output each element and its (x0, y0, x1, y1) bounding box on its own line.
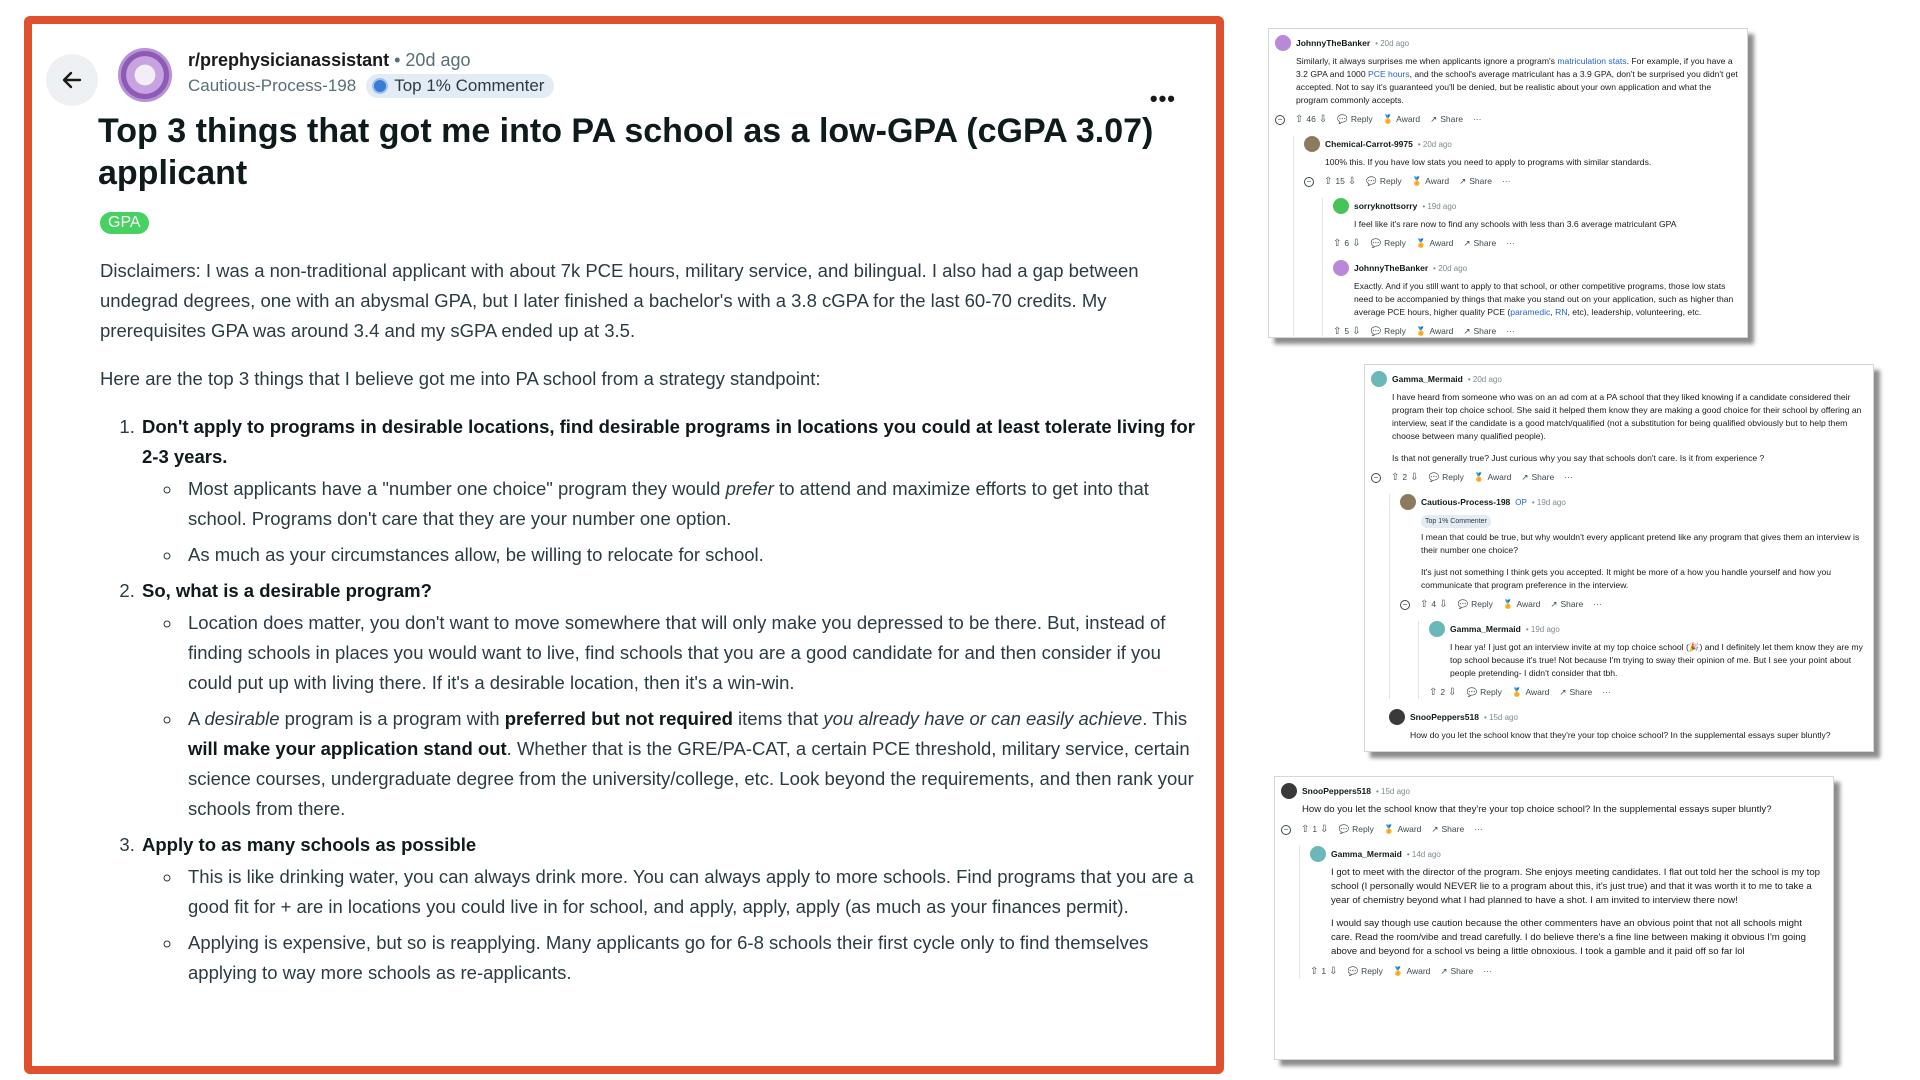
post-body (100, 256, 1210, 994)
tip-3-heading: Apply to as many schools as possible (142, 834, 477, 855)
comment-author[interactable]: Chemical-Carrot-9975 (1325, 138, 1413, 149)
upvote-icon[interactable]: ⇧ (1333, 238, 1342, 249)
tip-3 (140, 830, 1210, 988)
comment-text: I have heard from someone who was on an ad com at a PA school that they liked knowing if a candidate considered their program their top choice school. She said it helped them know they are making a good choice for their school by offering an interview, seat if the candidate is a good match/qualified (not a substitution for being qualified obviously but to help them choose between many qualified people). Is that not generally true? Just curious why you say that schools don't care. Is it from experience ? (1392, 392, 1862, 463)
reply-thread: Gamma_Mermaid • 19d ago I hear ya! I just got an interview invite at my top choice school (🎉) and I definitely let them know they are my top school because it's true! Not because I'm trying to sway their opinion of me. But I see your point about people pretending- I didn't consider that tbh. ⇧ 2 ⇩ 💬 Reply 🏅 Award ↗ Share ··· (1418, 621, 1865, 699)
collapse-icon[interactable]: − (1400, 600, 1410, 610)
collapse-icon[interactable]: − (1275, 115, 1285, 125)
share-button[interactable]: ↗ Share (1463, 326, 1497, 336)
tip-1 (140, 412, 1210, 570)
reply-thread: sorryknottsorry • 19d ago I feel like it's rare now to find any schools with less than 3.6 average matriculant GPA ⇧ 6 ⇩ 💬 Reply 🏅 Award ↗ Share ··· JohnnyTheBanker • 20d ago Exactly. And if you still want to apply to that school, or other competitive programs, those low stats need to be accompanied by things that make you stand out on your application, such as higher than average PCE hours, higher quality PCE (paramedic, RN, etc), leadership, volunteering, etc. ⇧ 5 ⇩ 💬 Reply 🏅 Award ↗ Share ··· (1322, 198, 1739, 338)
share-button[interactable]: ↗ Share (1431, 824, 1465, 834)
more-options-button[interactable]: ··· (1506, 238, 1515, 248)
downvote-icon[interactable]: ⇩ (1347, 176, 1357, 187)
comment-actions: − ⇧ 46 ⇩ 💬 Reply 🏅 Award ↗ Share ··· (1275, 113, 1739, 126)
comment-actions: ⇧ 1 ⇩ 💬 Reply 🏅 Award ↗ Share ··· (1310, 966, 1492, 977)
avatar[interactable] (1371, 371, 1387, 387)
comment-author[interactable]: Cautious-Process-198 (1421, 496, 1511, 507)
share-button[interactable]: ↗ Share (1430, 114, 1463, 124)
avatar[interactable] (1310, 846, 1326, 862)
more-options-button[interactable]: ··· (1506, 326, 1515, 336)
disclaimer-paragraph: Disclaimers: I was a non-traditional applicant with about 7k PCE hours, military service, and bilingual. I also had a gap between undegrad degrees, one with an abysmal GPA, but I later finished a bachelor's with a 3.8 cGPA for the last 60-70 credits. My prerequisites GPA was around 3.4 and my sGPA ended up at 3.5. (100, 260, 1139, 341)
share-button[interactable]: ↗ Share (1463, 238, 1497, 248)
comment-author[interactable]: Gamma_Mermaid (1392, 373, 1463, 384)
op-badge: OP (1515, 497, 1527, 507)
downvote-icon[interactable]: ⇩ (1320, 824, 1329, 835)
tip-3-point-1: ◦ This is like drinking water, you can always drink more. You can always apply to more schools. Find programs that you are a good fit for + are in locations you could live in for school, and apply, apply, apply (as much as your finances permit). (182, 862, 1210, 922)
tips-list (140, 412, 1210, 988)
tip-2-heading: So, what is a desirable program? (142, 580, 432, 601)
comment-text: I got to meet with the director of the program. She enjoys meeting candidates. I flat out told her the school is my top school (I personally would NEVER lie to a program about this, it's just true) and that it was worth it to me to take a year of chemistry beyond what I had planned to have a shot. I am invited to interview there now! I would say though use caution because the other commenters have an obvious point that not all schools might care. Read the room/vibe and tread carefully. I do believe there's a fine line between making it obvious I'm going above and beyond for a school vs being a little obnoxious. I took a gamble and it paid off so far lol (1331, 867, 1821, 957)
comment-author[interactable]: SnooPeppers518 (1410, 711, 1479, 722)
paramedic-link[interactable]: paramedic (1510, 307, 1551, 317)
avatar[interactable] (1304, 136, 1320, 152)
comment-panel-1 (1268, 28, 1748, 338)
award-button[interactable]: 🏅 Award (1502, 599, 1541, 609)
comment-author[interactable]: sorryknottsorry (1354, 200, 1418, 211)
avatar[interactable] (1333, 198, 1349, 214)
downvote-icon[interactable]: ⇩ (1448, 687, 1457, 698)
award-button[interactable]: 🏅 Award (1382, 114, 1421, 124)
comment-text: How do you let the school know that they're your top choice school? In the supplemental essays super bluntly? (1410, 730, 1831, 740)
subreddit-avatar[interactable] (118, 48, 172, 102)
reply-button[interactable]: 💬 Reply (1370, 238, 1406, 248)
comment-author[interactable]: Gamma_Mermaid (1331, 848, 1402, 859)
comment: JohnnyTheBanker • 20d ago Similarly, it always surprises me when applicants ignore a program's matriculation stats. For example, if you have a 3.2 GPA and 1000 PCE hours, and the school's average matriculant has a 3.9 GPA, don't be surprised you didn't get accepted. Not to say it's guaranteed you'll be denied, but be realistic about your own application and what the program commonly accepts. − ⇧ 46 ⇩ 💬 Reply 🏅 Award ↗ Share ··· (1275, 35, 1739, 126)
comment-text: Similarly, it always surprises me when applicants ignore a program's matriculation stats. For example, if you have a 3.2 GPA and 1000 PCE hours, and the school's average matriculant has a 3.9 GPA, don't be surprised you didn't get accepted. Not to say it's guaranteed you'll be denied, but be realistic about your own application and what the program commonly accepts. (1296, 56, 1738, 105)
comment-text: I hear ya! I just got an interview invite at my top choice school (🎉) and I definitely let them know they are my top school because it's true! Not because I'm trying to sway their opinion of me. But I see your point about people pretending- I didn't consider that tbh. (1450, 642, 1863, 678)
reply-button[interactable]: 💬 Reply (1366, 176, 1402, 186)
tip-3-point-2: ◦ Applying is expensive, but so is reapplying. Many applicants go for 6-8 schools their first cycle only to find themselves applying to way more schools as re-applicants. (182, 928, 1210, 988)
reply-button[interactable]: 💬 Reply (1337, 114, 1373, 124)
tip-2-point-1: ◦ Location does matter, you don't want to move somewhere that will only make you depressed to be there. But, instead of finding schools in places you would want to live, find schools that you are a good candidate for and then consider if you could put up with living there. If it's a desirable location, then it's a win-win. (182, 608, 1210, 698)
collapse-icon[interactable]: − (1281, 825, 1291, 835)
matriculation-stats-link[interactable]: matriculation stats (1557, 56, 1627, 66)
more-options-button[interactable]: ··· (1501, 176, 1511, 186)
tip-2 (140, 576, 1210, 824)
reply-button[interactable]: 💬 Reply (1466, 687, 1502, 697)
comment-actions: − ⇧ 2 ⇩ 💬 Reply 🏅 Award ↗ Share ··· (1371, 471, 1865, 484)
tip-2-point-2: ◦ A desirable program is a program with preferred but not required items that you already have or can easily achieve. This will make your application stand out. Whether that is the GRE/PA-CAT, a certain PCE threshold, military service, certain science courses, undergraduate degree from the university/college, etc. Look beyond the requirements, and then rank your schools from there. (182, 704, 1210, 824)
upvote-icon[interactable]: ⇧ (1301, 824, 1310, 835)
share-button[interactable]: ↗ Share (1550, 599, 1584, 609)
avatar[interactable] (1389, 709, 1405, 725)
downvote-icon[interactable]: ⇩ (1352, 238, 1361, 249)
comment-author[interactable]: Gamma_Mermaid (1450, 623, 1521, 634)
arrow-left-icon (60, 68, 84, 92)
post-author[interactable]: Cautious-Process-198 (188, 76, 357, 95)
upvote-icon[interactable]: ⇧ (1391, 472, 1400, 483)
share-button[interactable]: ↗ Share (1440, 966, 1474, 976)
upvote-icon[interactable]: ⇧ (1333, 326, 1342, 337)
comment-author[interactable]: JohnnyTheBanker (1354, 262, 1429, 273)
comment-actions: − ⇧ 15 ⇩ 💬 Reply 🏅 Award ↗ Share ··· (1304, 175, 1739, 188)
comment-actions: ⇧ 6 ⇩ 💬 Reply 🏅 Award ↗ Share ··· (1333, 238, 1515, 249)
post-header (188, 48, 1186, 111)
post-card (24, 16, 1224, 1074)
reply-thread: Gamma_Mermaid • 14d ago I got to meet with the director of the program. She enjoys meeting candidates. I flat out told her the school is my top school (I personally would NEVER lie to a program about this, it's just true) and that it was worth it to me to take a year of chemistry beyond what I had planned to have a shot. I am invited to interview there now! I would say though use caution because the other commenters have an obvious point that not all schools might care. Read the room/vibe and tread carefully. I do believe there's a fine line between making it obvious I'm going above and beyond for a school vs being a little obnoxious. I took a gamble and it paid off so far lol ⇧ 1 ⇩ 💬 Reply 🏅 Award ↗ Share ··· (1299, 846, 1823, 978)
badge-label: Top 1% Commenter (394, 76, 545, 95)
upvote-icon[interactable]: ⇧ (1324, 176, 1333, 187)
award-button[interactable]: 🏅 Award (1415, 238, 1454, 248)
comment-actions: − ⇧ 4 ⇩ 💬 Reply 🏅 Award ↗ Share ··· (1400, 598, 1865, 611)
reply-thread: Chemical-Carrot-9975 • 20d ago 100% this. If you have low stats you need to apply to programs with similar standards. − ⇧ 15 ⇩ 💬 Reply 🏅 Award ↗ Share ··· sorryknottsorry • 19d ago I feel like it's rare now to find any schools with less than 3.6 average matriculant GPA ⇧ 6 ⇩ 💬 Reply 🏅 Award ↗ Share ··· JohnnyTheBanker • 20d ago Exactly. And if you still want to apply to that school, or other competitive programs, those low stats need to be accompanied by things that make you stand out on your application, such as higher than average PCE hours, higher quality PCE (paramedic, RN, etc), leadership, volunteering, etc. ⇧ 5 ⇩ 💬 Reply 🏅 Award ↗ Share ··· (1293, 136, 1739, 338)
post-age: 20d ago (405, 50, 471, 70)
comment-author[interactable]: SnooPeppers518 (1302, 785, 1371, 796)
dot-separator: • (394, 50, 406, 70)
comment-text: How do you let the school know that they're your top choice school? In the supplemental essays super bluntly? (1302, 804, 1772, 815)
top-commenter-badge (366, 74, 554, 98)
share-button[interactable]: ↗ Share (1521, 472, 1555, 482)
award-button[interactable]: 🏅 Award (1411, 176, 1450, 186)
downvote-icon[interactable]: ⇩ (1439, 599, 1448, 610)
award-button[interactable]: 🏅 Award (1383, 824, 1422, 834)
upvote-icon[interactable]: ⇧ (1310, 966, 1319, 977)
reply-button[interactable]: 💬 Reply (1347, 966, 1383, 976)
comment-panel-2: Gamma_Mermaid • 20d ago I have heard from someone who was on an ad com at a PA school that they liked knowing if a candidate considered their program their top choice school. She said it helped them know they are making a good choice for their school by offering an interview, seat if the candidate is a good match/qualified (not a substitution for being qualified obviously but to help them choose between many qualified people). Is that not generally true? Just curious why you say that schools don't care. Is it from experience ? − ⇧ 2 ⇩ 💬 Reply 🏅 Award ↗ Share ··· Cautious-Process-198 OP • 19d ago Top 1% Commenter I mean that could be true, but why wouldn't every applicant pretend like any program that gives them an interview is their number one choice? It's just not something I think gets you accepted. It might be more of a how you handle yourself and how you communicate that program preference in the interview. − ⇧ 4 ⇩ 💬 Reply 🏅 Award ↗ Share ··· Gamma_Mermaid • 19d ago I hear ya! I just got an interview invite at my top choice school (🎉) and I definitely let them know they are my top school because it's true! Not because I'm trying to sway their opinion of me. But I see your point about people pretending- I didn't consider that tbh. ⇧ 2 ⇩ 💬 Reply 🏅 Award ↗ Share ··· SnooPeppers518 • 15d ago How do you let the school know that they're your top choice school? In the supplemental essays super bluntly? (1364, 364, 1874, 752)
intro-paragraph: Here are the top 3 things that I believe got me into PA school from a strategy standpoint: (100, 368, 821, 389)
award-button[interactable]: 🏅 Award (1511, 687, 1550, 697)
upvote-icon[interactable]: ⇧ (1420, 599, 1429, 610)
back-button[interactable] (46, 54, 98, 106)
comment-text: I feel like it's rare now to find any schools with less than 3.6 average matriculant GPA (1354, 219, 1677, 229)
reply-button[interactable]: 💬 Reply (1457, 599, 1493, 609)
collapse-icon[interactable]: − (1371, 473, 1381, 483)
reply-thread: Cautious-Process-198 OP • 19d ago Top 1% Commenter I mean that could be true, but why wouldn't every applicant pretend like any program that gives them an interview is their number one choice? It's just not something I think gets you accepted. It might be more of a how you handle yourself and how you communicate that program preference in the interview. − ⇧ 4 ⇩ 💬 Reply 🏅 Award ↗ Share ··· Gamma_Mermaid • 19d ago I hear ya! I just got an interview invite at my top choice school (🎉) and I definitely let them know they are my top school because it's true! Not because I'm trying to sway their opinion of me. But I see your point about people pretending- I didn't consider that tbh. ⇧ 2 ⇩ 💬 Reply 🏅 Award ↗ Share ··· (1389, 494, 1865, 699)
avatar[interactable] (1400, 494, 1416, 510)
comment-text: I mean that could be true, but why wouldn't every applicant pretend like any program that gives them an interview is their number one choice? It's just not something I think gets you accepted. It might be more of a how you handle yourself and how you communicate that program preference in the interview. (1421, 532, 1860, 590)
award-button[interactable]: 🏅 Award (1415, 326, 1454, 336)
reply-button[interactable]: 💬 Reply (1370, 326, 1406, 336)
downvote-icon[interactable]: ⇩ (1352, 326, 1361, 337)
more-options-button[interactable]: ··· (1564, 472, 1573, 482)
upvote-icon[interactable]: ⇧ (1295, 114, 1304, 125)
comment-actions: ⇧ 2 ⇩ 💬 Reply 🏅 Award ↗ Share ··· (1429, 687, 1611, 698)
pce-hours-link[interactable]: PCE hours (1368, 69, 1410, 79)
reply-button[interactable]: 💬 Reply (1338, 824, 1374, 834)
avatar[interactable] (1333, 260, 1349, 276)
downvote-icon[interactable]: ⇩ (1329, 966, 1338, 977)
avatar[interactable] (1281, 783, 1297, 799)
tip-1-heading: Don't apply to programs in desirable locations, find desirable programs in locations you could at least tolerate living for 2-3 years. (142, 416, 1195, 467)
award-button[interactable]: 🏅 Award (1473, 472, 1512, 482)
share-button[interactable]: ↗ Share (1559, 687, 1593, 697)
avatar[interactable] (1429, 621, 1445, 637)
tip-1-point-1: ◦ Most applicants have a "number one choice" program they would prefer to attend and maximize efforts to get into that school. Programs don't care that they are your number one option. (182, 474, 1210, 534)
more-options-button[interactable]: ··· (1593, 599, 1602, 609)
top-commenter-badge: Top 1% Commenter (1421, 515, 1491, 528)
comment-actions: − ⇧ 1 ⇩ 💬 Reply 🏅 Award ↗ Share ··· (1281, 823, 1823, 836)
more-options-button[interactable]: ••• (1149, 86, 1176, 111)
reply-button[interactable]: 💬 Reply (1428, 472, 1464, 482)
comment-author[interactable]: JohnnyTheBanker (1296, 37, 1371, 48)
post-title: Top 3 things that got me into PA school as a low-GPA (cGPA 3.07) applicant (98, 112, 1154, 192)
downvote-icon[interactable]: ⇩ (1318, 114, 1328, 125)
medal-icon (372, 78, 388, 94)
more-options-button[interactable]: ··· (1602, 687, 1611, 697)
post-flair[interactable]: GPA (100, 212, 149, 234)
comment-panel-3: SnooPeppers518 • 15d ago How do you let the school know that they're your top choice school? In the supplemental essays super bluntly? − ⇧ 1 ⇩ 💬 Reply 🏅 Award ↗ Share ··· Gamma_Mermaid • 14d ago I got to meet with the director of the program. She enjoys meeting candidates. I flat out told her the school is my top school (I personally would NEVER lie to a program about this, it's just true) and that it was worth it to me to take a year of chemistry beyond what I had planned to have a shot. I am invited to interview there now! I would say though use caution because the other commenters have an obvious point that not all schools might care. Read the room/vibe and tread carefully. I do believe there's a fine line between making it obvious I'm going above and beyond for a school vs being a little obnoxious. I took a gamble and it paid off so far lol ⇧ 1 ⇩ 💬 Reply 🏅 Award ↗ Share ··· (1274, 776, 1834, 1060)
upvote-icon[interactable]: ⇧ (1429, 687, 1438, 698)
award-button[interactable]: 🏅 Award (1392, 966, 1431, 976)
avatar[interactable] (1275, 35, 1291, 51)
subreddit-name[interactable]: r/prephysicianassistant (188, 50, 390, 70)
comment-text: Exactly. And if you still want to apply to that school, or other competitive programs, those low stats need to be accompanied by things that make you stand out on your application, such as higher than average PCE hours, higher quality PCE (paramedic, RN, etc), leadership, volunteering, etc. (1354, 281, 1734, 317)
more-options-button[interactable]: ··· (1472, 114, 1482, 124)
more-options-button[interactable]: ··· (1474, 824, 1483, 834)
comment-text: 100% this. If you have low stats you need to apply to programs with similar standards. (1325, 157, 1652, 167)
tip-1-point-2: ◦ As much as your circumstances allow, be willing to relocate for school. (182, 540, 1210, 570)
rn-link[interactable]: RN (1555, 307, 1568, 317)
comment-actions: ⇧ 5 ⇩ 💬 Reply 🏅 Award ↗ Share ··· (1333, 326, 1515, 337)
more-options-button[interactable]: ··· (1483, 966, 1492, 976)
collapse-icon[interactable]: − (1304, 177, 1314, 187)
share-button[interactable]: ↗ Share (1459, 176, 1492, 186)
downvote-icon[interactable]: ⇩ (1410, 472, 1419, 483)
